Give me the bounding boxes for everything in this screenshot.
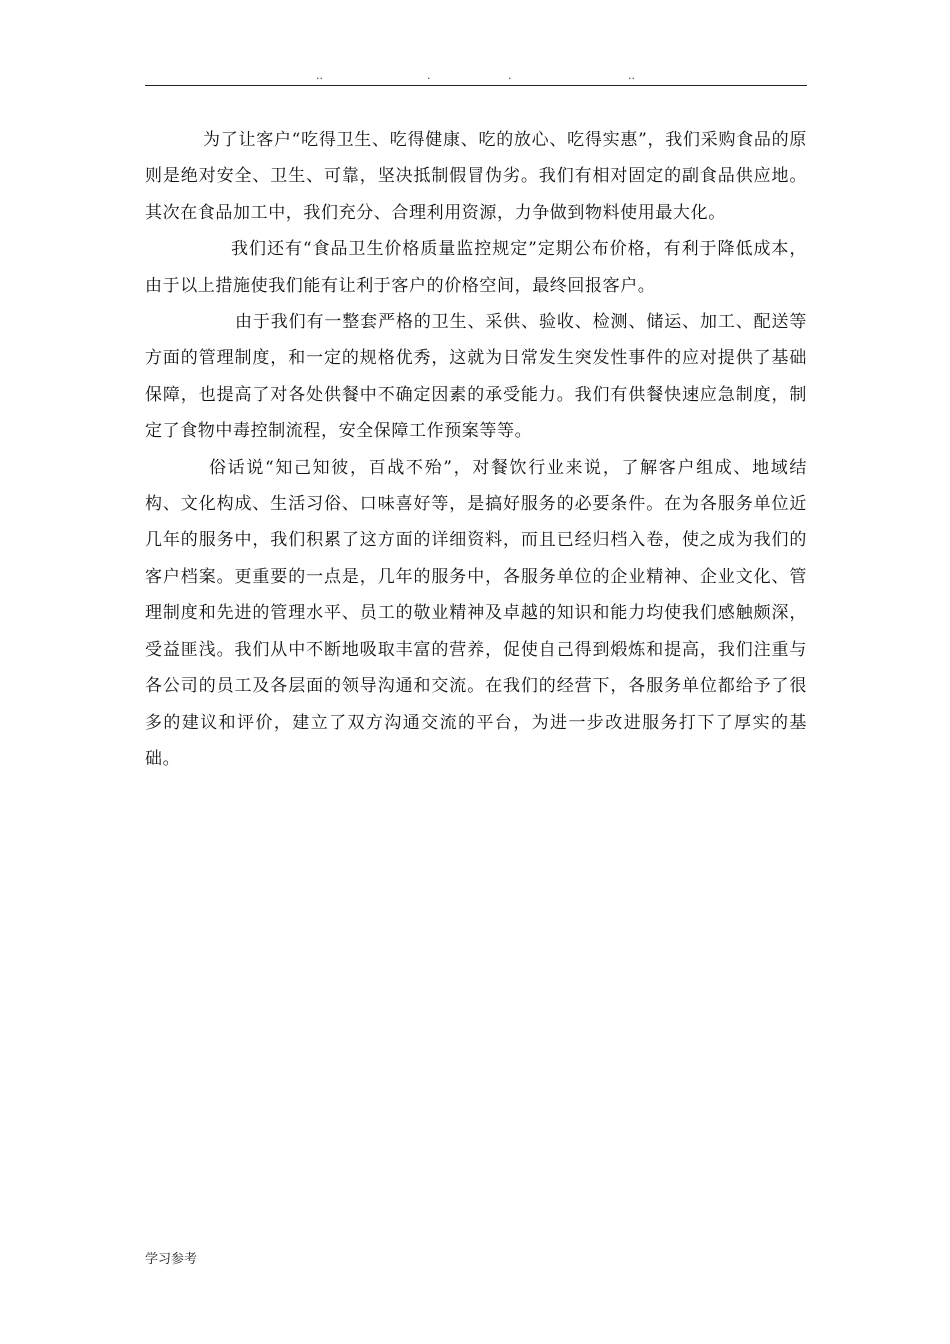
footer-label: 学习参考: [145, 1252, 198, 1267]
header-rule: [145, 85, 807, 86]
header-mark-4: ..: [628, 69, 635, 82]
document-body: [145, 122, 807, 777]
paragraph-1: 为了让客户“吃得卫生、吃得健康、吃的放心、吃得实惠”，我们采购食品的原则是绝对安全、卫生、可靠，坚决抵制假冒伪劣。我们有相对固定的副食品供应地。其次在食品加工中，我们充分、合理利用资源，力争做到物料使用最大化。: [145, 130, 807, 223]
paragraph-3: 由于我们有一整套严格的卫生、采供、验收、检测、储运、加工、配送等方面的管理制度，和一定的规格优秀，这就为日常发生突发性事件的应对提供了基础保障，也提高了对各处供餐中不确定因素的承受能力。我们有供餐快速应急制度，制定了食物中毒控制流程，安全保障工作预案等等。: [145, 312, 807, 442]
paragraph-2: 我们还有“食品卫生价格质量监控规定”定期公布价格，有利于降低成本，由于以上措施使我们能有让利于客户的价格空间，最终回报客户。: [145, 239, 807, 296]
paragraph-4: 俗话说“知己知彼，百战不殆”，对餐饮行业来说，了解客户组成、地域结构、文化构成、生活习俗、口味喜好等，是搞好服务的必要条件。在为各服务单位近几年的服务中，我们积累了这方面的详细资料，而且已经归档入卷，使之成为我们的客户档案。更重要的一点是，几年的服务中，各服务单位的企业精神、企业文化、管理制度和先进的管理水平、员工的敬业精神及卓越的知识和能力均使我们感触颇深，受益匪浅。我们从中不断地吸取丰富的营养，促使自己得到煅炼和提高，我们注重与各公司的员工及各层面的领导沟通和交流。在我们的经营下，各服务单位都给予了很多的建议和评价，建立了双方沟通交流的平台，为进一步改进服务打下了厚实的基础。: [145, 457, 807, 769]
header-mark-2: .: [427, 69, 431, 82]
header-mark-1: ..: [316, 69, 323, 82]
header-mark-3: .: [508, 69, 512, 82]
